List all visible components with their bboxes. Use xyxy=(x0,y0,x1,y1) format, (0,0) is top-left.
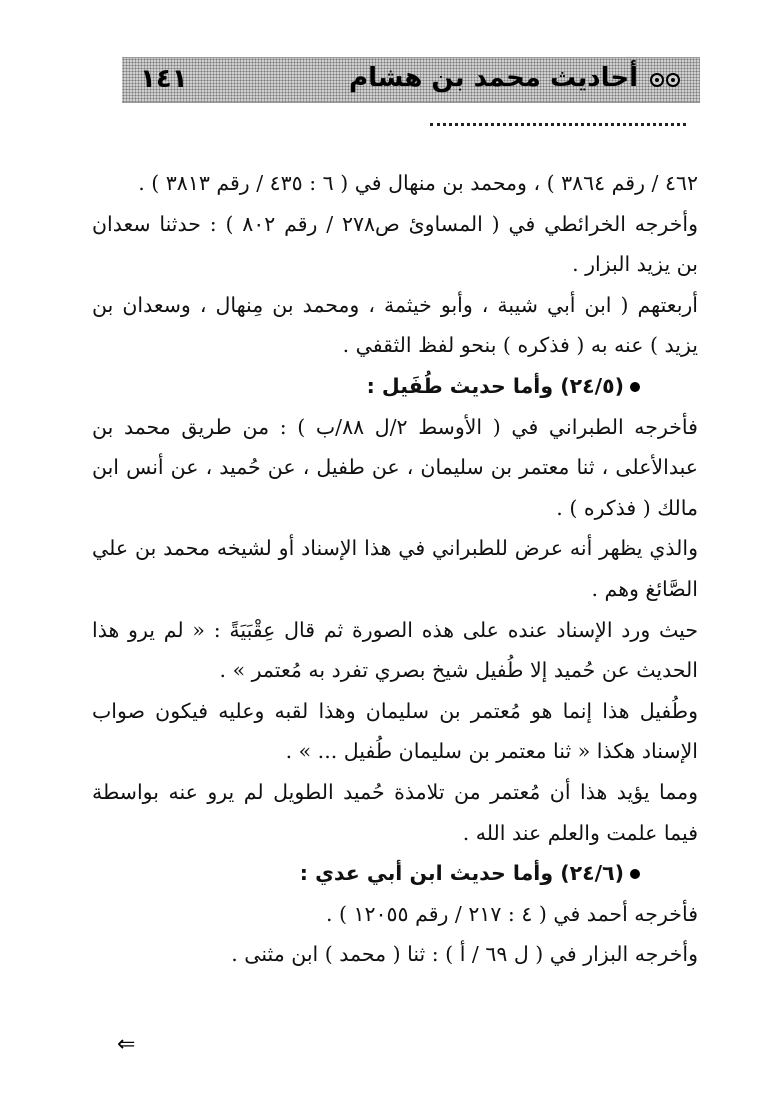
paragraph-4: فأخرجه الطبراني في ( الأوسط ٢/ل ٨٨/ب ) : من طريق محمد بن عبدالأعلى ، ثنا معتمر بن سليمان ، عن طفيل ، عن حُميد ، عن أنس ابن مالك ( فذكره ) . xyxy=(92,414,698,520)
paragraph-5: والذي يظهر أنه عرض للطبراني في هذا الإسناد أو لشيخه محمد بن علي الصَّائغ وهم . xyxy=(92,536,698,601)
paragraph-1: ٤٦٢ / رقم ٣٨٦٤ ) ، ومحمد بن منهال في ( ٦ : ٤٣٥ / رقم ٣٨١٣ ) . xyxy=(138,171,698,195)
page-header xyxy=(122,57,700,103)
paragraph-8: ومما يؤيد هذا أن مُعتمر من تلامذة حُميد الطويل لم يرو عنه بواسطة فيما علمت والعلم عند الله . xyxy=(92,779,698,845)
double-circle-ornament-icon xyxy=(644,73,680,89)
paragraph-6: حيث ورد الإسناد عنده على هذه الصورة ثم قال عِقْبَيَةً : « لم يرو هذا الحديث عن حُميد إلا طُفيل شيخ بصري تفرد به مُعتمر » . xyxy=(92,617,698,683)
section-heading-tufayl-text: (٢٤/٥) وأما حديث طُفَيل : xyxy=(366,373,624,398)
continue-arrow-icon: ⇐ xyxy=(117,1032,136,1057)
paragraph-2: وأخرجه الخرائطي في ( المساوئ ص٢٧٨ / رقم ٨٠٢ ) : حدثنا سعدان بن يزيد البزار . xyxy=(92,211,698,277)
paragraph-3: أربعتهم ( ابن أبي شيبة ، وأبو خيثمة ، ومحمد بن مِنهال ، وسعدان بن يزيد ) عنه به ( فذكره ) بنحو لفظ الثقفي . xyxy=(92,292,698,358)
section-heading-ibn-abi-adi xyxy=(92,853,698,894)
paragraph-7: وطُفيل هذا إنما هو مُعتمر بن سليمان وهذا لقبه وعليه فيكون صواب الإسناد هكذا « ثنا معتمر بن سليمان طُفيل ... » . xyxy=(92,698,698,764)
paragraph-10: وأخرجه البزار في ( ل ٦٩ / أ ) : ثنا ( محمد ) ابن مثنى . xyxy=(231,942,698,967)
page-body xyxy=(92,163,698,975)
section-heading-ibn-abi-adi-text: (٢٤/٦) وأما حديث ابن أبي عدي : xyxy=(299,861,624,886)
bullet-icon xyxy=(630,382,640,392)
book-title: أحاديث محمد بن هشام xyxy=(349,63,638,93)
page-number: ١٤١ xyxy=(140,64,188,94)
bullet-icon xyxy=(630,869,640,879)
section-heading-tufayl xyxy=(92,366,698,407)
paragraph-9: فأخرجه أحمد في ( ٤ : ٢١٧ / رقم ١٢٠٥٥ ) . xyxy=(325,901,698,926)
dotted-separator xyxy=(430,123,686,126)
